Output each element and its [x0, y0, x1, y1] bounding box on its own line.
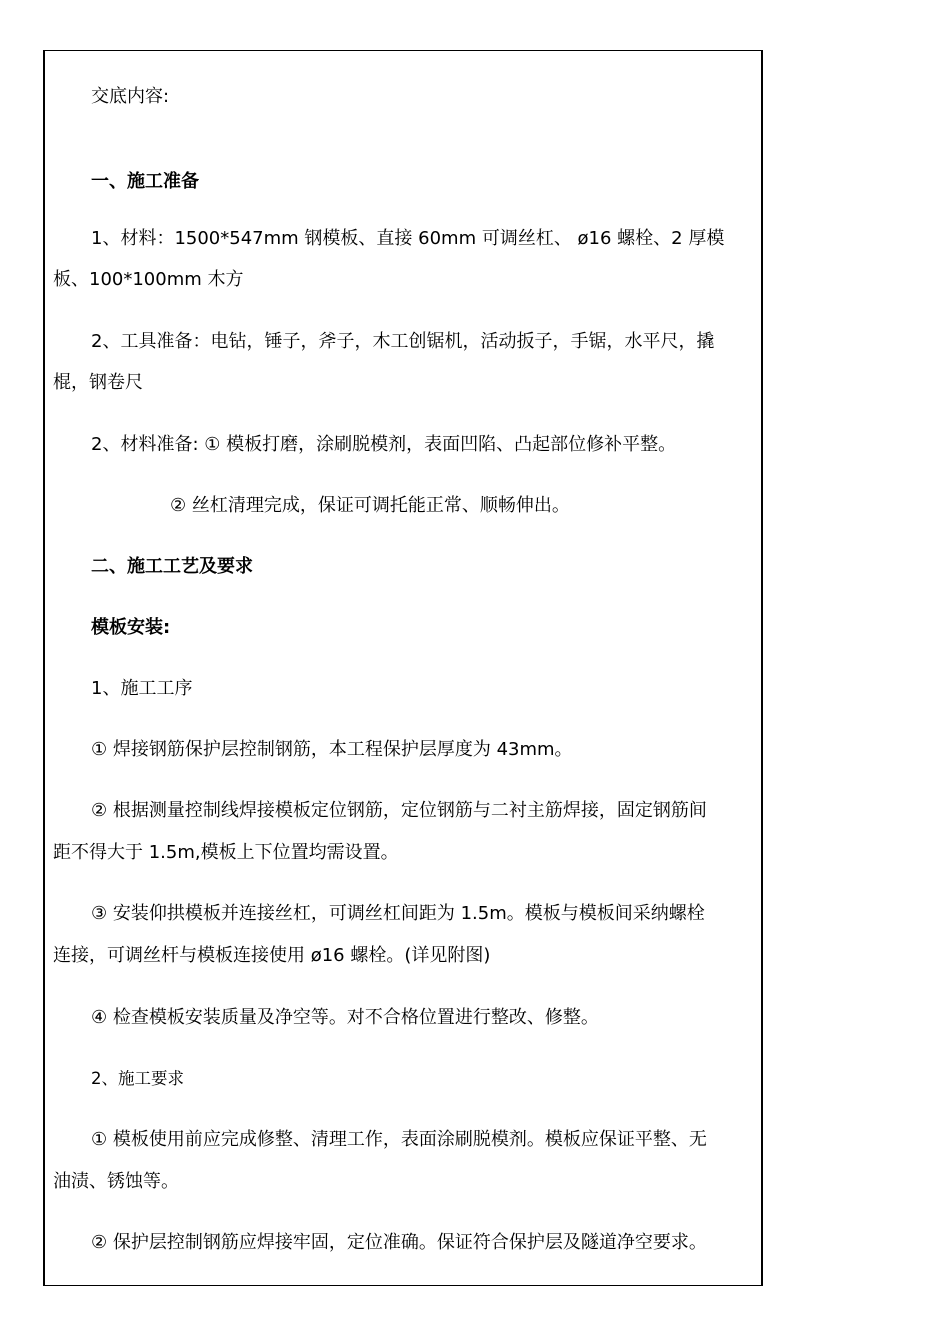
requirements-title: 2、施工要求 — [91, 1069, 184, 1088]
req1-line1: ① 模板使用前应完成修整、清理工作，表面涂刷脱模剂。模板应保证平整、无 — [91, 1129, 707, 1150]
section2-heading: 二、施工工艺及要求 — [91, 556, 253, 577]
tools-line2: 棍，钢卷尺 — [53, 372, 143, 393]
section2-subheading: 模板安装: — [91, 617, 171, 638]
prep-line1: 2、材料准备: ① 模板打磨，涂刷脱模剂，表面凹陷、凸起部位修补平整。 — [91, 434, 677, 455]
step2-line1: ② 根据测量控制线焊接模板定位钢筋，定位钢筋与二衬主筋焊接，固定钢筋间 — [91, 800, 707, 821]
intro-label: 交底内容: — [91, 86, 170, 107]
material-line2: 板、100*100mm 木方 — [53, 269, 244, 290]
step3-line1: ③ 安装仰拱模板并连接丝杠，可调丝杠间距为 1.5m。模板与模板间采纳螺栓 — [91, 903, 705, 924]
section1-heading: 一、施工准备 — [91, 171, 199, 192]
req2: ② 保护层控制钢筋应焊接牢固，定位准确。保证符合保护层及隧道净空要求。 — [91, 1232, 707, 1253]
step1: ① 焊接钢筋保护层控制钢筋，本工程保护层厚度为 43mm。 — [91, 739, 573, 760]
step2-line2: 距不得大于 1.5m,模板上下位置均需设置。 — [53, 842, 399, 863]
tools-line1: 2、工具准备：电钻，锤子，斧子，木工创锯机，活动扳子，手锯，水平尺，撬 — [91, 331, 715, 352]
prep-line2: ② 丝杠清理完成，保证可调托能正常、顺畅伸出。 — [170, 495, 570, 516]
req1-line2: 油渍、锈蚀等。 — [53, 1171, 179, 1192]
material-line1: 1、材料：1500*547mm 钢模板、直接 60mm 可调丝杠、 ø16 螺栓、2 厚模 — [91, 228, 725, 249]
step3-line2: 连接，可调丝杆与模板连接使用 ø16 螺栓。(详见附图) — [53, 945, 491, 966]
process-title: 1、施工工序 — [91, 678, 193, 699]
step4: ④ 检查模板安装质量及净空等。对不合格位置进行整改、修整。 — [91, 1007, 599, 1028]
